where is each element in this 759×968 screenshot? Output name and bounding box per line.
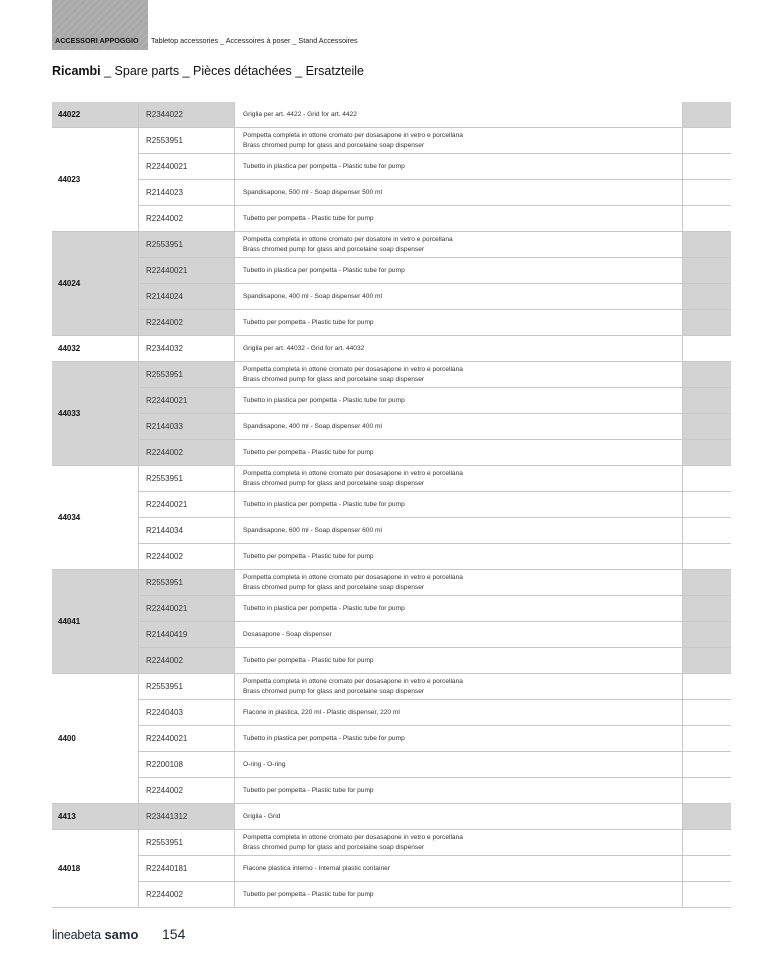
part-code: R22440021 [139, 258, 235, 284]
spare-parts-table [52, 102, 731, 908]
description-line: Flacone plastica interno - Internal plastic container [243, 864, 390, 872]
description-line: Brass chromed pump for glass and porcelaine soap dispenser [243, 583, 425, 591]
spacer-cell [683, 596, 732, 622]
part-description [235, 362, 683, 388]
part-code: R23441312 [139, 804, 235, 830]
part-code: R22440021 [139, 596, 235, 622]
part-code: R2244002 [139, 206, 235, 232]
spacer-cell [683, 336, 732, 362]
spacer-cell [683, 648, 732, 674]
spacer-cell [683, 622, 732, 648]
description-line: Tubetto in plastica per pompetta - Plastic tube for pump [243, 604, 405, 612]
description-line: Brass chromed pump for glass and porcelaine soap dispenser [243, 687, 425, 695]
part-description [235, 440, 683, 466]
description-line: Brass chromed pump for glass and porcelaine soap dispenser [243, 375, 425, 383]
part-code: R2144033 [139, 414, 235, 440]
spacer-cell [683, 362, 732, 388]
article-number: 44041 [52, 570, 139, 674]
description-line: Tubetto in plastica per pompetta - Plastic tube for pump [243, 162, 405, 170]
part-code: R2244002 [139, 440, 235, 466]
part-description [235, 154, 683, 180]
table-row [52, 466, 731, 492]
table-row [52, 856, 731, 882]
table-row [52, 700, 731, 726]
part-code: R2553951 [139, 362, 235, 388]
spacer-cell [683, 778, 732, 804]
article-number: 44034 [52, 466, 139, 570]
part-code: R21440419 [139, 622, 235, 648]
part-code: R2144024 [139, 284, 235, 310]
brand-samo: samo [104, 927, 139, 942]
part-description [235, 778, 683, 804]
part-description [235, 102, 683, 128]
part-description [235, 622, 683, 648]
part-code: R22440021 [139, 388, 235, 414]
description-line: Tubetto per pompetta - Plastic tube for pump [243, 214, 374, 222]
table-row [52, 804, 731, 830]
table-row [52, 648, 731, 674]
part-code: R2553951 [139, 830, 235, 856]
header-subtitle: Tabletop accessories _ Accessoires à poser _ Stand Accessoires [151, 36, 358, 45]
part-code: R2553951 [139, 232, 235, 258]
part-description [235, 648, 683, 674]
part-description [235, 544, 683, 570]
part-code: R2144034 [139, 518, 235, 544]
article-number: 44023 [52, 128, 139, 232]
table-row [52, 206, 731, 232]
part-code: R2553951 [139, 674, 235, 700]
description-line: Brass chromed pump for glass and porcelaine soap dispenser [243, 479, 425, 487]
table-row [52, 232, 731, 258]
description-line: Griglia per art. 4422 - Grid for art. 4422 [243, 110, 357, 118]
part-code: R2344032 [139, 336, 235, 362]
footer-brand [52, 927, 138, 942]
part-description [235, 128, 683, 154]
spacer-cell [683, 414, 732, 440]
table-row [52, 102, 731, 128]
table-row [52, 830, 731, 856]
table-row [52, 674, 731, 700]
part-code: R2553951 [139, 466, 235, 492]
article-number: 44018 [52, 830, 139, 908]
description-line: Pompetta completa in ottone cromato per dosasapone in vetro e porcellana [243, 132, 463, 139]
description-line: Spandisapone, 400 ml - Soap dispenser 400 ml [243, 292, 382, 300]
table-row [52, 544, 731, 570]
table-row [52, 726, 731, 752]
part-code: R2553951 [139, 128, 235, 154]
spacer-cell [683, 570, 732, 596]
part-code: R2344022 [139, 102, 235, 128]
table-row [52, 284, 731, 310]
spacer-cell [683, 544, 732, 570]
spacer-cell [683, 388, 732, 414]
part-description [235, 258, 683, 284]
part-code: R22440021 [139, 492, 235, 518]
description-line: Spandisapone, 500 ml - Soap dispenser 500 ml [243, 188, 382, 196]
spacer-cell [683, 102, 732, 128]
part-description [235, 206, 683, 232]
part-description [235, 570, 683, 596]
description-line: Tubetto per pompetta - Plastic tube for pump [243, 786, 374, 794]
part-description [235, 310, 683, 336]
spacer-cell [683, 128, 732, 154]
table-row [52, 492, 731, 518]
part-description [235, 388, 683, 414]
part-code: R2240403 [139, 700, 235, 726]
part-code: R2244002 [139, 310, 235, 336]
description-line: Brass chromed pump for glass and porcelaine soap dispenser [243, 141, 425, 149]
spacer-cell [683, 440, 732, 466]
header-category-label: ACCESSORI APPOGGIO [55, 36, 139, 45]
table-row [52, 388, 731, 414]
spacer-cell [683, 492, 732, 518]
part-description [235, 830, 683, 856]
part-code: R22440021 [139, 154, 235, 180]
table-row [52, 778, 731, 804]
description-line: Tubetto per pompetta - Plastic tube for pump [243, 552, 374, 560]
spacer-cell [683, 180, 732, 206]
part-description [235, 518, 683, 544]
brand-lineabeta: lineabeta [52, 928, 101, 942]
description-line: Griglia - Grid [243, 812, 281, 820]
description-line: Dosasapone - Soap dispenser [243, 630, 332, 638]
article-number: 44032 [52, 336, 139, 362]
description-line: Tubetto in plastica per pompetta - Plastic tube for pump [243, 500, 405, 508]
part-code: R2244002 [139, 882, 235, 908]
description-line: Tubetto in plastica per pompetta - Plastic tube for pump [243, 266, 405, 274]
table-row [52, 882, 731, 908]
description-line: Tubetto in plastica per pompetta - Plastic tube for pump [243, 734, 405, 742]
part-description [235, 492, 683, 518]
part-description [235, 700, 683, 726]
spacer-cell [683, 258, 732, 284]
description-line: Pompetta completa in ottone cromato per dosasapone in vetro e porcellana [243, 366, 463, 373]
description-line: Tubetto in plastica per pompetta - Plastic tube for pump [243, 396, 405, 404]
section-title-rest: _ Spare parts _ Pièces détachées _ Ersatzteile [100, 64, 364, 78]
table-row [52, 570, 731, 596]
spacer-cell [683, 830, 732, 856]
table-row [52, 414, 731, 440]
description-line: Spandisapone, 600 ml - Soap dispenser 600 ml [243, 526, 382, 534]
description-line: O-ring - O-ring [243, 760, 286, 768]
article-number: 4400 [52, 674, 139, 804]
spacer-cell [683, 674, 732, 700]
spacer-cell [683, 726, 732, 752]
article-number: 44033 [52, 362, 139, 466]
part-description [235, 882, 683, 908]
description-line: Tubetto per pompetta - Plastic tube for pump [243, 318, 374, 326]
part-description [235, 752, 683, 778]
table-row [52, 336, 731, 362]
part-description [235, 336, 683, 362]
table-row [52, 440, 731, 466]
part-code: R2244002 [139, 778, 235, 804]
spacer-cell [683, 154, 732, 180]
description-line: Griglia per art. 44032 - Grid for art. 44032 [243, 344, 365, 352]
description-line: Pompetta completa in ottone cromato per dosasapone in vetro e porcellana [243, 834, 463, 841]
table-row [52, 596, 731, 622]
description-line: Pompetta completa in ottone cromato per dosasapone in vetro e porcellana [243, 574, 463, 581]
section-title-bold: Ricambi [52, 64, 101, 78]
part-code: R22440021 [139, 726, 235, 752]
table-row [52, 180, 731, 206]
spacer-cell [683, 752, 732, 778]
spacer-cell [683, 882, 732, 908]
table-row [52, 362, 731, 388]
spacer-cell [683, 232, 732, 258]
spacer-cell [683, 284, 732, 310]
article-number: 44022 [52, 102, 139, 128]
part-code: R2553951 [139, 570, 235, 596]
spacer-cell [683, 466, 732, 492]
description-line: Brass chromed pump for glass and porcelaine soap dispenser [243, 245, 425, 253]
description-line: Tubetto per pompetta - Plastic tube for pump [243, 656, 374, 664]
table-row [52, 154, 731, 180]
part-code: R2200108 [139, 752, 235, 778]
description-line: Pompetta completa in ottone cromato per dosasapone in vetro e porcellana [243, 678, 463, 685]
description-line: Tubetto per pompetta - Plastic tube for pump [243, 448, 374, 456]
description-line: Brass chromed pump for glass and porcelaine soap dispenser [243, 843, 425, 851]
table-row [52, 518, 731, 544]
table-row [52, 258, 731, 284]
description-line: Pompetta completa in ottone cromato per dosasapone in vetro e porcellana [243, 470, 463, 477]
part-code: R2244002 [139, 648, 235, 674]
table-row [52, 752, 731, 778]
part-code: R22440181 [139, 856, 235, 882]
part-description [235, 674, 683, 700]
part-description [235, 856, 683, 882]
article-number: 4413 [52, 804, 139, 830]
description-line: Tubetto per pompetta - Plastic tube for pump [243, 890, 374, 898]
spacer-cell [683, 518, 732, 544]
article-number: 44024 [52, 232, 139, 336]
part-code: R2144023 [139, 180, 235, 206]
section-title [52, 64, 364, 78]
part-description [235, 804, 683, 830]
part-description [235, 232, 683, 258]
part-code: R2244002 [139, 544, 235, 570]
table-row [52, 128, 731, 154]
part-description [235, 414, 683, 440]
spacer-cell [683, 856, 732, 882]
description-line: Flacone in plastica, 220 ml - Plastic dispenser, 220 ml [243, 708, 400, 716]
page-number: 154 [162, 926, 186, 942]
spacer-cell [683, 700, 732, 726]
spacer-cell [683, 804, 732, 830]
table-row [52, 622, 731, 648]
part-description [235, 596, 683, 622]
description-line: Pompetta completa in ottone cromato per dosatore in vetro e porcellana [243, 236, 453, 243]
part-description [235, 284, 683, 310]
part-description [235, 466, 683, 492]
description-line: Spandisapone, 400 ml - Soap dispenser 400 ml [243, 422, 382, 430]
part-description [235, 180, 683, 206]
spacer-cell [683, 206, 732, 232]
table-row [52, 310, 731, 336]
spacer-cell [683, 310, 732, 336]
part-description [235, 726, 683, 752]
